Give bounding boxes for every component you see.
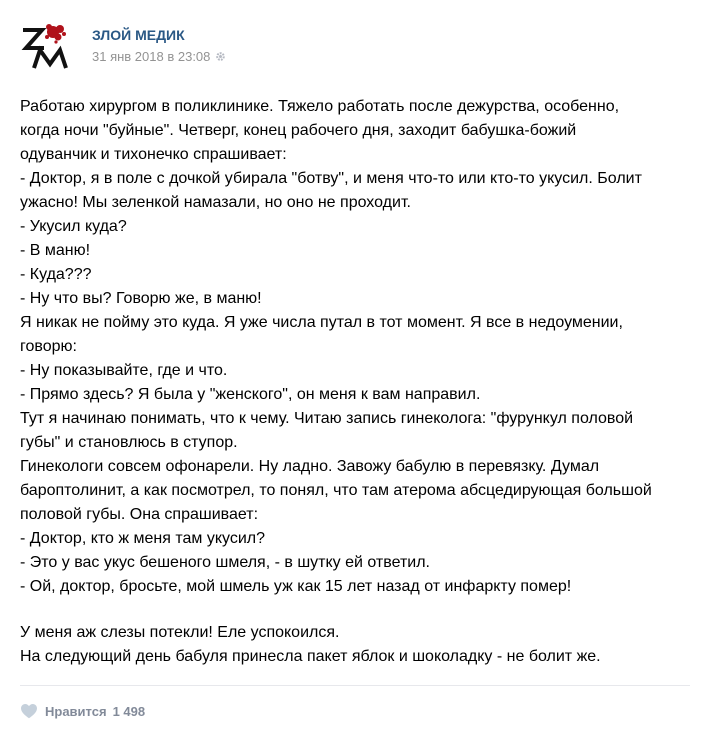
like-button[interactable] bbox=[20, 700, 145, 722]
post-text-line: ужасно! Мы зеленкой намазали, но оно не проходит. bbox=[20, 194, 411, 211]
paragraph-gap bbox=[20, 599, 700, 621]
post-text-line: - Куда??? bbox=[20, 266, 92, 283]
heart-icon bbox=[20, 703, 38, 719]
post-text-line: - Ну что вы? Говорю же, в маню! bbox=[20, 290, 262, 307]
post-text-line: половой губы. Она спрашивает: bbox=[20, 506, 259, 523]
post-text-line: На следующий день бабуля принесла пакет яблок и шоколадку - не болит же. bbox=[20, 648, 601, 665]
post-divider bbox=[20, 685, 690, 686]
gear-icon[interactable] bbox=[215, 51, 226, 62]
post-text-line: Работаю хирургом в поликлинике. Тяжело работать после дежурства, особенно, bbox=[20, 98, 620, 115]
post-text-line: - Ну показывайте, где и что. bbox=[20, 362, 228, 379]
post-text-line: - Доктор, кто ж меня там укусил? bbox=[20, 530, 266, 547]
like-label: Нравится bbox=[45, 703, 107, 719]
post-text bbox=[20, 95, 700, 669]
post-header bbox=[20, 18, 680, 74]
post-text-line: - Прямо здесь? Я была у "женского", он меня к вам направил. bbox=[20, 386, 481, 403]
post-text-line: - В маню! bbox=[20, 242, 91, 259]
post-text-line: говорю: bbox=[20, 338, 77, 355]
zloy-medik-logo-icon bbox=[20, 18, 76, 74]
post-date[interactable]: 31 янв 2018 в 23:08 bbox=[92, 49, 211, 64]
post-text-line: бароптолинит, а как посмотрел, то понял, что там атерома абсцедирующая большой bbox=[20, 482, 652, 499]
post-text-line: - Это у вас укус бешеного шмеля, - в шутку ей ответил. bbox=[20, 554, 430, 571]
post-text-line: Я никак не пойму это куда. Я уже числа путал в тот момент. Я все в недоумении, bbox=[20, 314, 623, 331]
post-text-line: - Доктор, я в поле с дочкой убирала "ботву", и меня что-то или кто-то укусил. Болит bbox=[20, 170, 642, 187]
like-count: 1 498 bbox=[112, 703, 146, 719]
post-meta bbox=[92, 49, 226, 64]
post-text-line: У меня аж слезы потекли! Еле успокоился. bbox=[20, 624, 340, 641]
post-text-line: Тут я начинаю понимать, что к чему. Читаю запись гинеколога: "фурункул половой bbox=[20, 410, 634, 427]
author-avatar[interactable] bbox=[20, 18, 76, 74]
post-text-line: - Укусил куда? bbox=[20, 218, 127, 235]
author-name-link[interactable]: ЗЛОЙ МЕДИК bbox=[92, 27, 185, 43]
post-text-line: Гинекологи совсем офонарели. Ну ладно. Завожу бабулю в перевязку. Думал bbox=[20, 458, 600, 475]
post-text-line: одуванчик и тихонечко спрашивает: bbox=[20, 146, 287, 163]
post-text-line: когда ночи "буйные". Четверг, конец рабочего дня, заходит бабушка-божий bbox=[20, 122, 577, 139]
post-text-line: - Ой, доктор, бросьте, мой шмель уж как 15 лет назад от инфаркту помер! bbox=[20, 578, 572, 595]
post-text-line: губы" и становлюсь в ступор. bbox=[20, 434, 238, 451]
